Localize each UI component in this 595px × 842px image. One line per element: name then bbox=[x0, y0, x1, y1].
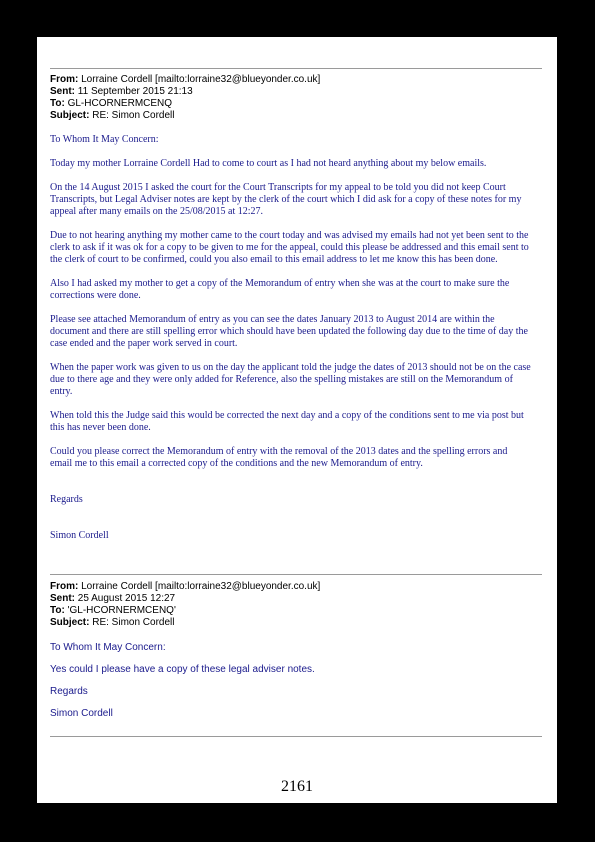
page-number: 2161 bbox=[281, 778, 313, 795]
from-line: From: Lorraine Cordell [mailto:lorraine32@blueyonder.co.uk] bbox=[50, 581, 321, 592]
to-line: To: 'GL-HCORNERMCENQ' bbox=[50, 605, 176, 616]
subject-value: RE: Simon Cordell bbox=[92, 110, 175, 121]
greeting: To Whom It May Concern: bbox=[50, 134, 159, 145]
paragraph: Today my mother Lorraine Cordell Had to come to court as I had not heard anything about my below emails. bbox=[50, 158, 487, 169]
sent-value: 25 August 2015 12:27 bbox=[77, 593, 176, 604]
email1-body bbox=[50, 134, 532, 542]
signature: Simon Cordell bbox=[50, 530, 109, 541]
closing: Regards bbox=[50, 686, 88, 697]
closing: Regards bbox=[50, 494, 83, 505]
greeting: To Whom It May Concern: bbox=[50, 642, 166, 653]
divider-bottom bbox=[50, 736, 542, 737]
paragraph: Please see attached Memorandum of entry as you can see the dates January 2013 to August 2014 are within the document and there are still spelling error which should have been updated the following day due to the time of day the case ended and the paper work served in court. bbox=[50, 314, 528, 349]
sent-value: 11 September 2015 21:13 bbox=[77, 86, 193, 97]
document-page bbox=[37, 37, 557, 803]
to-value: GL-HCORNERMCENQ bbox=[67, 98, 173, 109]
paragraph: Could you please correct the Memorandum of entry with the removal of the 2013 dates and the spelling errors and email me to this email a corrected copy of the conditions and the new Memorandum of entry. bbox=[50, 446, 508, 469]
subject-line: Subject: RE: Simon Cordell bbox=[50, 110, 175, 121]
from-value: Lorraine Cordell [mailto:lorraine32@blueyonder.co.uk] bbox=[81, 581, 321, 592]
sent-line: Sent: 25 August 2015 12:27 bbox=[50, 593, 176, 604]
signature: Simon Cordell bbox=[50, 708, 113, 719]
divider-middle bbox=[50, 574, 542, 575]
paragraph: Also I had asked my mother to get a copy of the Memorandum of entry when she was at the court to make sure the corrections were done. bbox=[50, 278, 510, 301]
subject-value: RE: Simon Cordell bbox=[92, 617, 175, 628]
email2-body bbox=[50, 642, 532, 720]
email1-header bbox=[50, 74, 530, 122]
divider-top bbox=[50, 68, 542, 69]
paragraph: When told this the Judge said this would be corrected the next day and a copy of the conditions sent to me via post but this has never been done. bbox=[50, 410, 524, 433]
email2-header bbox=[50, 581, 530, 629]
paragraph: Yes could I please have a copy of these legal adviser notes. bbox=[50, 664, 315, 675]
paragraph: On the 14 August 2015 I asked the court for the Court Transcripts for my appeal to be told you did not keep Court Transcripts, but Legal Adviser notes are kept by the clerk of the court which I did ask for a copy of these notes for my appeal after many emails on the 25/08/2015 at 12:27. bbox=[50, 182, 522, 217]
from-line: From: Lorraine Cordell [mailto:lorraine32@blueyonder.co.uk] bbox=[50, 74, 321, 85]
sent-line: Sent: 11 September 2015 21:13 bbox=[50, 86, 193, 97]
to-line: To: GL-HCORNERMCENQ bbox=[50, 98, 173, 109]
from-value: Lorraine Cordell [mailto:lorraine32@blueyonder.co.uk] bbox=[81, 74, 321, 85]
to-value: 'GL-HCORNERMCENQ' bbox=[67, 605, 176, 616]
paragraph: When the paper work was given to us on the day the applicant told the judge the dates of 2013 should not be on the case due to there age and they were only added for Reference, also the spelling mistakes are still on the Memorandum of entry. bbox=[50, 362, 531, 397]
paragraph: Due to not hearing anything my mother came to the court today and was advised my emails had not yet been sent to the clerk to ask if it was ok for a copy to be given to me for the appeal, could this please be addressed and this email sent to the clerk of court to be confirmed, could you also email to this email address to let me know this has been done. bbox=[50, 230, 529, 265]
subject-line: Subject: RE: Simon Cordell bbox=[50, 617, 175, 628]
